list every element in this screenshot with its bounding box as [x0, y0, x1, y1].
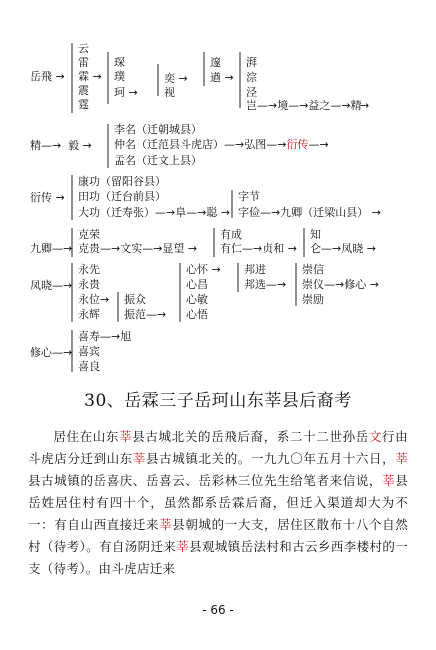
arrow-row1-end: → [360, 99, 370, 112]
highlighted-text: 文 [368, 429, 383, 444]
gen2-yonghui: 永辉 [78, 308, 100, 321]
gen6-cong: 淙 [246, 71, 257, 84]
highlighted-text: 莘 [382, 473, 396, 488]
gen6-chongxin: 崇信 [302, 263, 324, 276]
paragraph-text: 县岳姓居住村有四十个，虽然都系岳霖后裔，但迁入渠道却大为不一：有自山西直接迁来 [28, 473, 408, 532]
gen3-zhenfan: 振范—→ [124, 308, 167, 321]
root-yuefei: 岳飛 → [30, 70, 65, 83]
gen6-chongyi: 崇仪—→修心 → [302, 278, 379, 291]
gen4-yi: 奕 → [164, 72, 188, 85]
paragraph-text: 县古城镇的岳喜庆、岳喜云、岳彩林三位先生给笔者来信说， [28, 473, 383, 488]
highlighted-text: 莘 [159, 517, 173, 532]
gen4-xinhuai: 心怀 → [186, 263, 221, 276]
gen2-yun: 云 [78, 42, 89, 55]
page-number: - 66 - [202, 603, 234, 617]
chain-row1: 岂—→境—→益之—→精 [246, 99, 362, 112]
root-yanchuan: 衍传 → [30, 191, 65, 204]
gen3-zijie: 字节 [238, 190, 260, 203]
gen2-kegui: 克贵—→文实—→显望 → [78, 242, 198, 255]
gen4-lun: 仑—→凤晓 → [310, 242, 376, 255]
gen2-yongxian: 永先 [78, 263, 100, 276]
gen3-zhongming: 仲名（迁范县斗虎店）—→弘图—→衍传—→ [114, 138, 329, 151]
root-xiuxin: 修心—→ [30, 346, 73, 359]
gen2-tiangong: 田功（迁台前县） [78, 190, 166, 203]
gen5-sui: 邃 [210, 56, 221, 69]
paragraph-text: 县观城镇岳法村和古云乡西李楼村的一支（待考）。由斗虎店迁来 [28, 539, 408, 576]
gen4-zhi: 知 [310, 228, 321, 241]
highlighted-text: 莘 [395, 451, 408, 466]
gen6-jing: 泾 [246, 86, 257, 99]
gen5-bangxuan: 邦选—→ [244, 278, 287, 291]
gen6-chongli: 崇励 [302, 293, 324, 306]
gen2-dagong: 大功（迁寿张）—→阜—→聪 → [78, 206, 231, 219]
gen5-bangjin: 邦进 [244, 263, 266, 276]
gen3-youren: 有仁—→贞和 → [220, 242, 297, 255]
paragraph-text: 县古城北关的岳飛后裔，系二十二世孙岳 [132, 429, 369, 444]
gen2-yonggui: 永贵 [78, 278, 100, 291]
paragraph-text: 县朝城的一大支，居住区散布十八个自然村（待考）。有自汤阴迁来 [28, 517, 408, 554]
gen2-kerong: 克荣 [78, 228, 100, 241]
gen2-kanggong: 康功（留阳谷县） [78, 175, 166, 188]
gen2-yongwei: 永位→ [78, 293, 110, 306]
gen2-xishou: 喜寿—→旭 [78, 330, 132, 343]
section-title: 30、岳霖三子岳珂山东莘县后裔考 [84, 391, 352, 411]
gen4-xinchang: 心昌 [186, 278, 208, 291]
gen3-liming: 李名（迁朝城县） [114, 123, 202, 136]
gen3-ke: 珂 → [114, 86, 138, 99]
gen3-zhenzhong: 振众 [124, 293, 146, 306]
gen2-lei: 雷 [78, 56, 89, 69]
paragraph-text: 居住在山东 [53, 429, 120, 444]
root-fengxiao: 凤晓—→ [30, 279, 73, 292]
gen2-xiliang: 喜良 [78, 360, 100, 373]
gen3-pu: 璞 [114, 70, 125, 83]
gen4-xinmin: 心敏 [186, 293, 208, 306]
gen3-chen: 琛 [114, 56, 125, 69]
body-paragraph [28, 426, 408, 580]
gen5-qiu: 遒 → [210, 71, 234, 84]
gen4-shi: 视 [164, 86, 175, 99]
gen2-zhen: 震 [78, 84, 89, 97]
highlighted-text: 莘 [119, 429, 133, 444]
highlighted-text: 莘 [132, 451, 147, 466]
gen4-xinwu: 心悟 [186, 308, 208, 321]
gen2-lin: 霖 → [78, 70, 102, 83]
gen3-mengming: 孟名（迁文上县） [114, 154, 202, 167]
gen2-xibin: 喜宾 [78, 345, 100, 358]
root-jing: 精—→ [30, 139, 62, 152]
gen3-youcheng: 有成 [220, 228, 242, 241]
gen6-pai: 湃 [246, 56, 257, 69]
root-jiuqing: 九卿—→ [30, 242, 73, 255]
gen2-ting: 霆 [78, 98, 89, 111]
paragraph-text: 县古城镇北关的。一九九〇年五月十六日， [146, 451, 396, 466]
gen3-zijian: 字俭—→九卿（迁梁山县） → [238, 206, 381, 219]
paragraph-text: 行由斗虎店分迁到山东 [28, 429, 408, 466]
gen2-yi: 毅 → [68, 139, 92, 152]
highlighted-text: 莘 [176, 539, 190, 554]
